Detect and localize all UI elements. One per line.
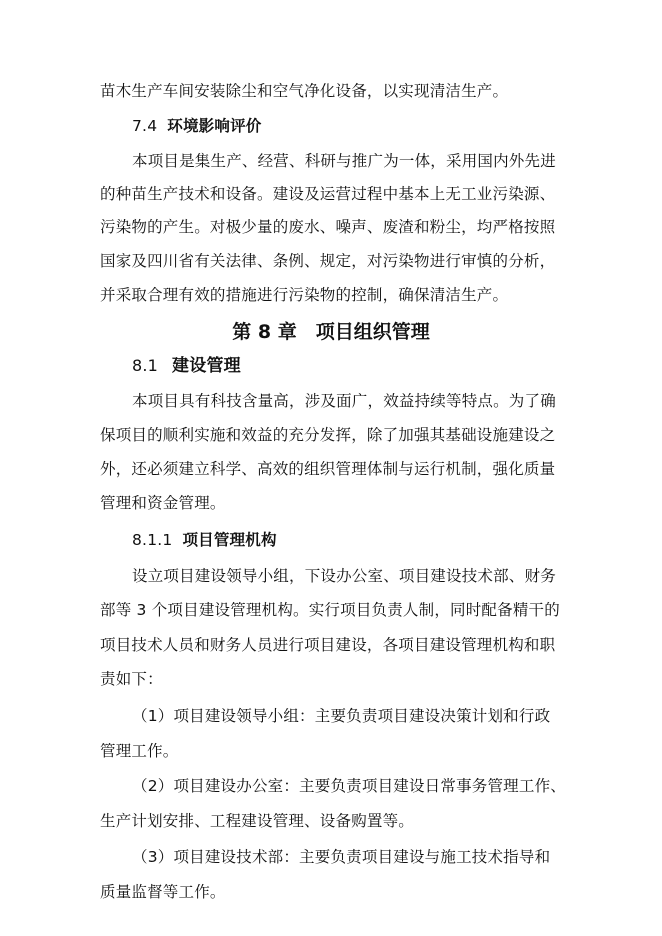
list-item-line: 质量监督等工作。: [100, 883, 226, 901]
paragraph-line: 管理和资金管理。: [100, 494, 226, 512]
paragraph-line: 保项目的顺利实施和效益的充分发挥，除了加强其基础设施建设之: [100, 426, 556, 444]
paragraph-line: 项目技术人员和财务人员进行项目建设，各项目建设管理机构和职: [100, 636, 556, 654]
section-heading-8-1-1: [132, 529, 277, 551]
paragraph-line: 苗木生产车间安装除尘和空气净化设备，以实现清洁生产。: [100, 82, 509, 100]
section-title: 项目管理机构: [182, 531, 277, 549]
list-item-line: （3）项目建设技术部：主要负责项目建设与施工技术指导和: [132, 848, 551, 866]
paragraph-line: 部等 3 个项目建设管理机构。实行项目负责人制，同时配备精干的: [100, 601, 560, 619]
list-item-line: 生产计划安排、工程建设管理、设备购置等。: [100, 812, 415, 830]
section-title: 环境影响评价: [167, 117, 262, 135]
paragraph-line: 本项目是集生产、经营、科研与推广为一体，采用国内外先进: [132, 152, 556, 170]
section-number: 7.4: [132, 117, 158, 135]
paragraph-line: 并采取合理有效的措施进行污染物的控制，确保清洁生产。: [100, 286, 509, 304]
paragraph-line: 外，还必须建立科学、高效的组织管理体制与运行机制，强化质量: [100, 460, 556, 478]
section-number: 8.1: [132, 356, 159, 375]
paragraph-line: 设立项目建设领导小组，下设办公室、项目建设技术部、财务: [132, 567, 556, 585]
section-title: 建设管理: [172, 356, 241, 376]
paragraph-line: 的种苗生产技术和设备。建设及运营过程中基本上无工业污染源、: [100, 185, 556, 203]
section-heading-7-4: [132, 115, 261, 137]
paragraph-line: 责如下：: [100, 670, 163, 688]
paragraph-line: 本项目具有科技含量高，涉及面广，效益持续等特点。为了确: [132, 392, 556, 410]
chapter-title: 第 8 章 项目组织管理: [232, 321, 430, 343]
list-item-line: （1）项目建设领导小组：主要负责项目建设决策计划和行政: [132, 707, 551, 725]
section-heading-8-1: [132, 355, 241, 377]
paragraph-line: 污染物的产生。对极少量的废水、噪声、废渣和粉尘，均严格按照: [100, 218, 556, 236]
list-item-line: 管理工作。: [100, 742, 179, 760]
section-number: 8.1.1: [132, 531, 173, 549]
list-item-line: （2）项目建设办公室：主要负责项目建设日常事务管理工作、: [132, 777, 566, 795]
paragraph-line: 国家及四川省有关法律、条例、规定，对污染物进行审慎的分析，: [100, 252, 556, 270]
